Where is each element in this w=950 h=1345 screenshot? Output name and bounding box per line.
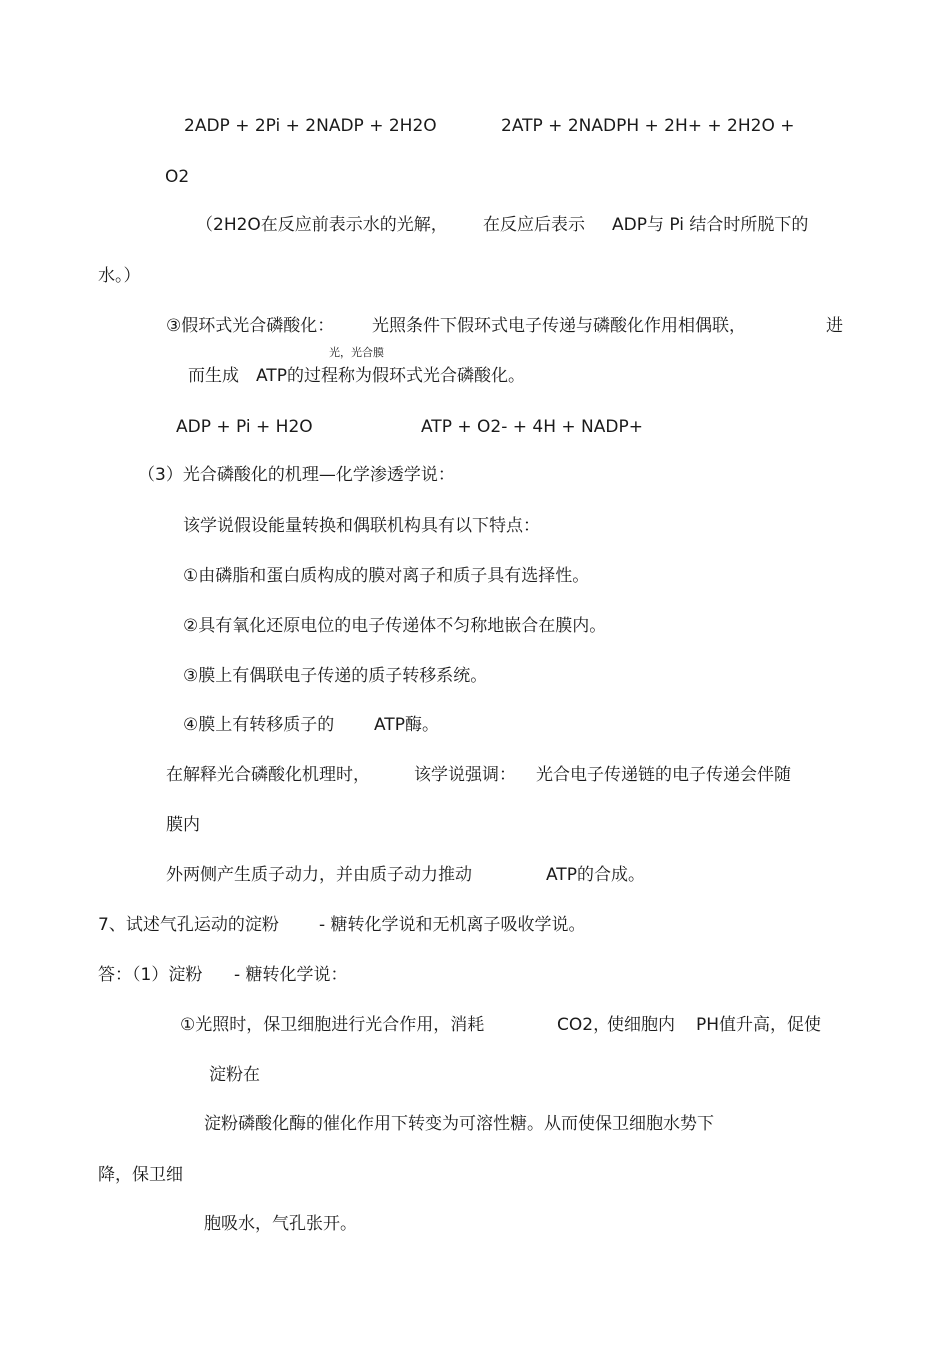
equation-1-continuation: O2: [165, 167, 190, 187]
equation-1-reactants: 2ADP + 2Pi + 2NADP + 2H2O: [184, 116, 437, 136]
item-3-text-tail: 进: [826, 316, 843, 336]
feature-1: ①由磷脂和蛋白质构成的膜对离子和质子具有选择性。: [183, 566, 590, 586]
feature-4-a: ④膜上有转移质子的: [183, 715, 335, 735]
explanation-e: 外两侧产生质子动力，并由质子动力推动: [166, 865, 472, 885]
answer-heading-a: 答：（1）淀粉: [98, 965, 203, 985]
explanation-d: 膜内: [166, 815, 200, 835]
section-3-intro: 该学说假设能量转换和偶联机构具有以下特点：: [183, 516, 540, 536]
explanation-a: 在解释光合磷酸化机理时，: [166, 765, 370, 785]
answer-1-f: 淀粉磷酸化酶的催化作用下转变为可溶性糖。从而使保卫细胞水势下: [204, 1114, 714, 1134]
section-3-heading: （3）光合磷酸化的机理—化学渗透学说：: [138, 465, 455, 485]
item-3-text-cont-b: ATP的过程称为假环式光合磷酸化。: [256, 366, 525, 386]
note-text-c: ADP与 Pi 结合时所脱下的: [612, 215, 809, 235]
answer-1-h: 胞吸水，气孔张开。: [204, 1214, 357, 1234]
answer-1-b: CO2，: [557, 1015, 611, 1035]
explanation-c: 光合电子传递链的电子传递会伴随: [536, 765, 791, 785]
answer-1-d: PH值升高，促使: [696, 1015, 822, 1035]
answer-heading-b: - 糖转化学说：: [234, 965, 348, 985]
item-3-text-cont-a: 而生成: [188, 366, 239, 386]
note-text-b: 在反应后表示: [483, 215, 585, 235]
answer-1-a: ①光照时，保卫细胞进行光合作用，消耗: [180, 1015, 485, 1035]
reaction-condition-label: 光，光合膜: [329, 346, 384, 359]
explanation-f: ATP的合成。: [546, 865, 645, 885]
item-3-label: ③假环式光合磷酸化：: [166, 316, 335, 336]
feature-4-b: ATP酶。: [374, 715, 439, 735]
answer-1-e: 淀粉在: [209, 1065, 260, 1085]
note-text-a: （2H2O在反应前表示水的光解，: [196, 215, 448, 235]
answer-1-c: 使细胞内: [607, 1015, 675, 1035]
equation-2-reactants: ADP + Pi + H2O: [176, 417, 313, 437]
note-text-end: 水。）: [98, 266, 141, 286]
equation-1-products: 2ATP + 2NADPH + 2H+ + 2H2O +: [501, 116, 795, 136]
explanation-b: 该学说强调：: [414, 765, 516, 785]
item-3-text: 光照条件下假环式电子传递与磷酸化作用相偶联，: [372, 316, 746, 336]
feature-3: ③膜上有偶联电子传递的质子转移系统。: [183, 666, 488, 686]
question-7-a: 7、试述气孔运动的淀粉: [98, 915, 279, 935]
equation-2-products: ATP + O2- + 4H + NADP+: [421, 417, 643, 437]
feature-2: ②具有氧化还原电位的电子传递体不匀称地嵌合在膜内。: [183, 616, 607, 636]
answer-1-g: 降，保卫细: [98, 1165, 183, 1185]
question-7-b: - 糖转化学说和无机离子吸收学说。: [319, 915, 586, 935]
